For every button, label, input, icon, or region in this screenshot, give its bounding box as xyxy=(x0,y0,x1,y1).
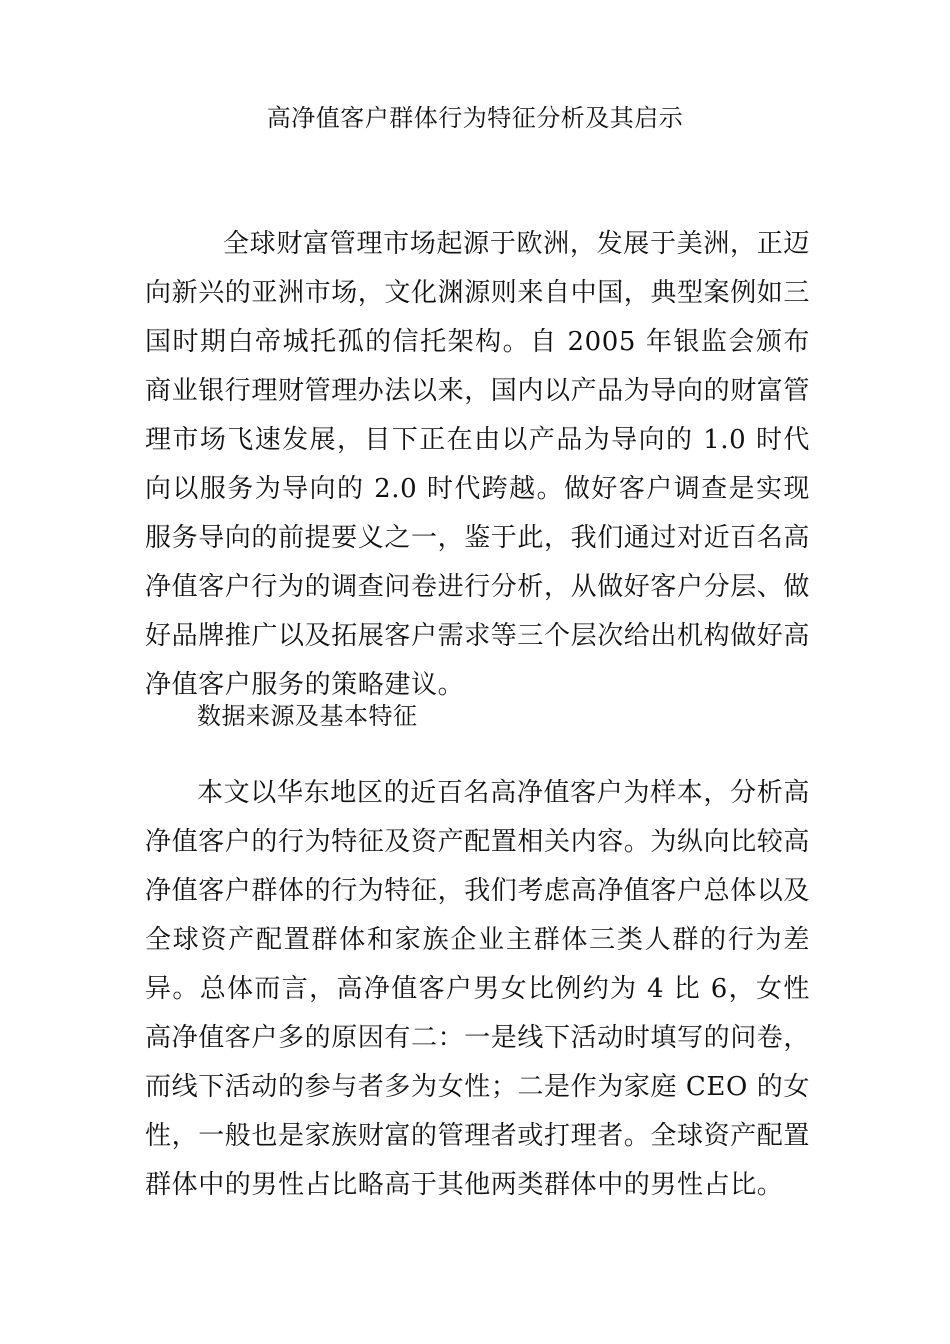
section-paragraph: 本文以华东地区的近百名高净值客户为样本，分析高净值客户的行为特征及资产配置相关内容。为纵向比较高净值客户群体的行为特征，我们考虑高净值客户总体以及全球资产配置群体和家族企业主群体三类人群的行为差异。总体而言，高净值客户男女比例约为 4 比 6，女性高净值客户多的原因有二：一是线下活动时填写的问卷，而线下活动的参与者多为女性；二是作为家庭 CEO 的女性，一般也是家族财富的管理者或打理者。全球资产配置群体中的男性占比略高于其他两类群体中的男性占比。 xyxy=(145,778,811,1200)
intro-paragraph: 全球财富管理市场起源于欧洲，发展于美洲，正迈向新兴的亚洲市场，文化渊源则来自中国，典型案例如三国时期白帝城托孤的信托架构。自 2005 年银监会颁布商业银行理财管理办法以来，国内以产品为导向的财富管理市场飞速发展，目下正在由以产品为导向的 1.0 时代向以服务为导向的 2.0 时代跨越。做好客户调查是实现服务导向的前提要义之一，鉴于此，我们通过对近百名高净值客户行为的调查问卷进行分析，从做好客户分层、做好品牌推广以及拓展客户需求等三个层次给出机构做好高净值客户服务的策略建议。 xyxy=(145,229,811,700)
section-heading: 数据来源及基本特征 xyxy=(197,702,418,730)
document-title: 高净值客户群体行为特征分析及其启示 xyxy=(266,104,684,132)
